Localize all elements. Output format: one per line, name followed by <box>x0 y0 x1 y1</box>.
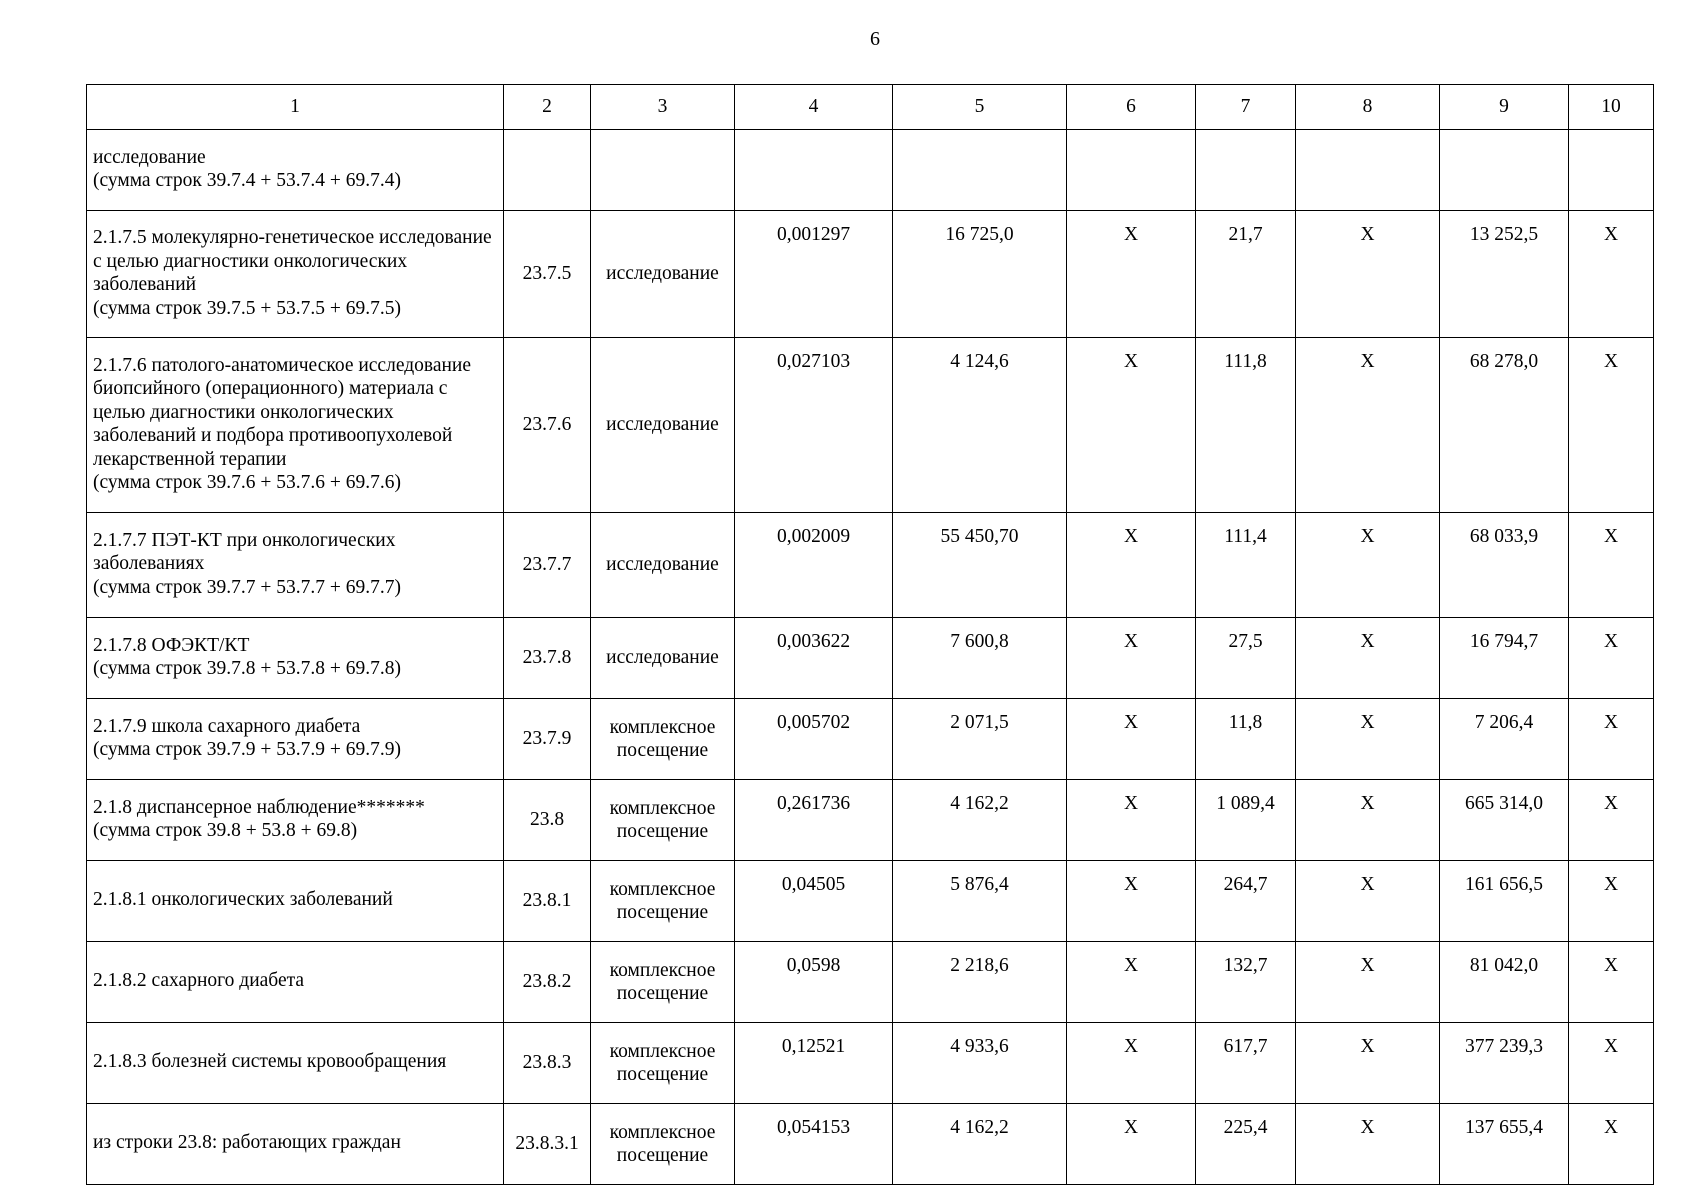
col4-cell: 0,054153 <box>735 1104 893 1185</box>
col5-cell: 2 218,6 <box>893 942 1067 1023</box>
col5-cell: 4 124,6 <box>893 338 1067 513</box>
row-name-cell: 2.1.7.9 школа сахарного диабета (сумма строк 39.7.9 + 53.7.9 + 69.7.9) <box>87 699 504 780</box>
table-row <box>87 618 1654 699</box>
row-code-cell: 23.8 <box>504 780 591 861</box>
col8-cell: Х <box>1296 618 1440 699</box>
row-unit-cell: комплексное посещение <box>591 1023 735 1104</box>
row-name-cell: 2.1.8 диспансерное наблюдение******* (сумма строк 39.8 + 53.8 + 69.8) <box>87 780 504 861</box>
col4-cell: 0,261736 <box>735 780 893 861</box>
col4-cell: 0,005702 <box>735 699 893 780</box>
data-table <box>86 84 1654 1185</box>
header-cell: 7 <box>1196 85 1296 130</box>
row-code-cell: 23.8.2 <box>504 942 591 1023</box>
col6-cell: Х <box>1067 211 1196 338</box>
row-name-cell: 2.1.7.6 патолого-анатомическое исследование биопсийного (операционного) материала с целью диагностики онкологических заболеваний и подбора противоопухолевой лекарственной терапии (сумма строк 39.7.6 + 53.7.6 + 69.7.6) <box>87 338 504 513</box>
row-name-cell: 2.1.8.1 онкологических заболеваний <box>87 861 504 942</box>
col7-cell: 111,4 <box>1196 513 1296 618</box>
col8-cell: Х <box>1296 338 1440 513</box>
row-code-cell: 23.8.3 <box>504 1023 591 1104</box>
table-row <box>87 780 1654 861</box>
col9-cell: 68 033,9 <box>1440 513 1569 618</box>
table-row <box>87 942 1654 1023</box>
col7-cell: 1 089,4 <box>1196 780 1296 861</box>
col5-cell: 16 725,0 <box>893 211 1067 338</box>
row-unit-cell: комплексное посещение <box>591 699 735 780</box>
table-row <box>87 211 1654 338</box>
col10-cell: Х <box>1569 338 1654 513</box>
col6-cell: Х <box>1067 618 1196 699</box>
row-unit-cell: комплексное посещение <box>591 861 735 942</box>
col8-cell: Х <box>1296 1104 1440 1185</box>
col9-cell: 161 656,5 <box>1440 861 1569 942</box>
col7-cell: 11,8 <box>1196 699 1296 780</box>
row-unit-cell <box>591 130 735 211</box>
col9-cell: 137 655,4 <box>1440 1104 1569 1185</box>
col10-cell: Х <box>1569 699 1654 780</box>
table-row <box>87 1104 1654 1185</box>
row-name-cell: 2.1.7.5 молекулярно-генетическое исследование с целью диагностики онкологических заболеваний (сумма строк 39.7.5 + 53.7.5 + 69.7.5) <box>87 211 504 338</box>
col10-cell: Х <box>1569 780 1654 861</box>
col4-cell: 0,12521 <box>735 1023 893 1104</box>
table-row <box>87 699 1654 780</box>
row-unit-cell: исследование <box>591 338 735 513</box>
header-cell: 8 <box>1296 85 1440 130</box>
col9-cell: 16 794,7 <box>1440 618 1569 699</box>
row-unit-cell: комплексное посещение <box>591 1104 735 1185</box>
row-code-cell: 23.7.5 <box>504 211 591 338</box>
col10-cell <box>1569 130 1654 211</box>
col10-cell: Х <box>1569 942 1654 1023</box>
header-cell: 5 <box>893 85 1067 130</box>
row-unit-cell: исследование <box>591 211 735 338</box>
col5-cell: 55 450,70 <box>893 513 1067 618</box>
col6-cell: Х <box>1067 699 1196 780</box>
table-row <box>87 861 1654 942</box>
row-code-cell: 23.7.9 <box>504 699 591 780</box>
col10-cell: Х <box>1569 513 1654 618</box>
col5-cell: 5 876,4 <box>893 861 1067 942</box>
col8-cell: Х <box>1296 780 1440 861</box>
col6-cell: Х <box>1067 861 1196 942</box>
page-number: 6 <box>870 28 880 50</box>
col6-cell: Х <box>1067 513 1196 618</box>
col6-cell: Х <box>1067 338 1196 513</box>
col7-cell: 111,8 <box>1196 338 1296 513</box>
col5-cell: 4 162,2 <box>893 780 1067 861</box>
table-row <box>87 130 1654 211</box>
col9-cell: 665 314,0 <box>1440 780 1569 861</box>
col7-cell: 617,7 <box>1196 1023 1296 1104</box>
row-code-cell: 23.7.6 <box>504 338 591 513</box>
header-cell: 2 <box>504 85 591 130</box>
row-name-cell: исследование (сумма строк 39.7.4 + 53.7.4 + 69.7.4) <box>87 130 504 211</box>
col9-cell: 377 239,3 <box>1440 1023 1569 1104</box>
col8-cell: Х <box>1296 211 1440 338</box>
header-cell: 3 <box>591 85 735 130</box>
col4-cell: 0,003622 <box>735 618 893 699</box>
col10-cell: Х <box>1569 211 1654 338</box>
col9-cell: 81 042,0 <box>1440 942 1569 1023</box>
row-code-cell: 23.7.8 <box>504 618 591 699</box>
row-unit-cell: исследование <box>591 618 735 699</box>
col4-cell <box>735 130 893 211</box>
col5-cell: 4 933,6 <box>893 1023 1067 1104</box>
header-cell: 6 <box>1067 85 1196 130</box>
col6-cell: Х <box>1067 942 1196 1023</box>
col10-cell: Х <box>1569 1104 1654 1185</box>
col6-cell: Х <box>1067 1104 1196 1185</box>
col4-cell: 0,002009 <box>735 513 893 618</box>
header-row <box>87 85 1654 130</box>
col5-cell: 2 071,5 <box>893 699 1067 780</box>
row-name-cell: 2.1.7.7 ПЭТ-КТ при онкологических заболеваниях (сумма строк 39.7.7 + 53.7.7 + 69.7.7) <box>87 513 504 618</box>
col6-cell <box>1067 130 1196 211</box>
col5-cell: 4 162,2 <box>893 1104 1067 1185</box>
col6-cell: Х <box>1067 1023 1196 1104</box>
col8-cell: Х <box>1296 699 1440 780</box>
col8-cell <box>1296 130 1440 211</box>
col8-cell: Х <box>1296 861 1440 942</box>
row-unit-cell: комплексное посещение <box>591 942 735 1023</box>
table-row <box>87 1023 1654 1104</box>
col9-cell: 68 278,0 <box>1440 338 1569 513</box>
col7-cell: 225,4 <box>1196 1104 1296 1185</box>
row-name-cell: из строки 23.8: работающих граждан <box>87 1104 504 1185</box>
table-row <box>87 338 1654 513</box>
col4-cell: 0,027103 <box>735 338 893 513</box>
col9-cell: 13 252,5 <box>1440 211 1569 338</box>
col4-cell: 0,0598 <box>735 942 893 1023</box>
row-unit-cell: комплексное посещение <box>591 780 735 861</box>
col4-cell: 0,04505 <box>735 861 893 942</box>
header-cell: 1 <box>87 85 504 130</box>
col5-cell: 7 600,8 <box>893 618 1067 699</box>
col8-cell: Х <box>1296 1023 1440 1104</box>
col7-cell: 264,7 <box>1196 861 1296 942</box>
header-cell: 9 <box>1440 85 1569 130</box>
col8-cell: Х <box>1296 942 1440 1023</box>
header-cell: 10 <box>1569 85 1654 130</box>
row-unit-cell: исследование <box>591 513 735 618</box>
header-cell: 4 <box>735 85 893 130</box>
row-code-cell: 23.8.1 <box>504 861 591 942</box>
col6-cell: Х <box>1067 780 1196 861</box>
row-code-cell: 23.8.3.1 <box>504 1104 591 1185</box>
col7-cell <box>1196 130 1296 211</box>
row-code-cell <box>504 130 591 211</box>
row-name-cell: 2.1.8.2 сахарного диабета <box>87 942 504 1023</box>
row-name-cell: 2.1.8.3 болезней системы кровообращения <box>87 1023 504 1104</box>
table-row <box>87 513 1654 618</box>
col7-cell: 27,5 <box>1196 618 1296 699</box>
col10-cell: Х <box>1569 618 1654 699</box>
col10-cell: Х <box>1569 1023 1654 1104</box>
col8-cell: Х <box>1296 513 1440 618</box>
col5-cell <box>893 130 1067 211</box>
col10-cell: Х <box>1569 861 1654 942</box>
col4-cell: 0,001297 <box>735 211 893 338</box>
col9-cell <box>1440 130 1569 211</box>
col9-cell: 7 206,4 <box>1440 699 1569 780</box>
col7-cell: 132,7 <box>1196 942 1296 1023</box>
row-code-cell: 23.7.7 <box>504 513 591 618</box>
col7-cell: 21,7 <box>1196 211 1296 338</box>
row-name-cell: 2.1.7.8 ОФЭКТ/КТ (сумма строк 39.7.8 + 53.7.8 + 69.7.8) <box>87 618 504 699</box>
